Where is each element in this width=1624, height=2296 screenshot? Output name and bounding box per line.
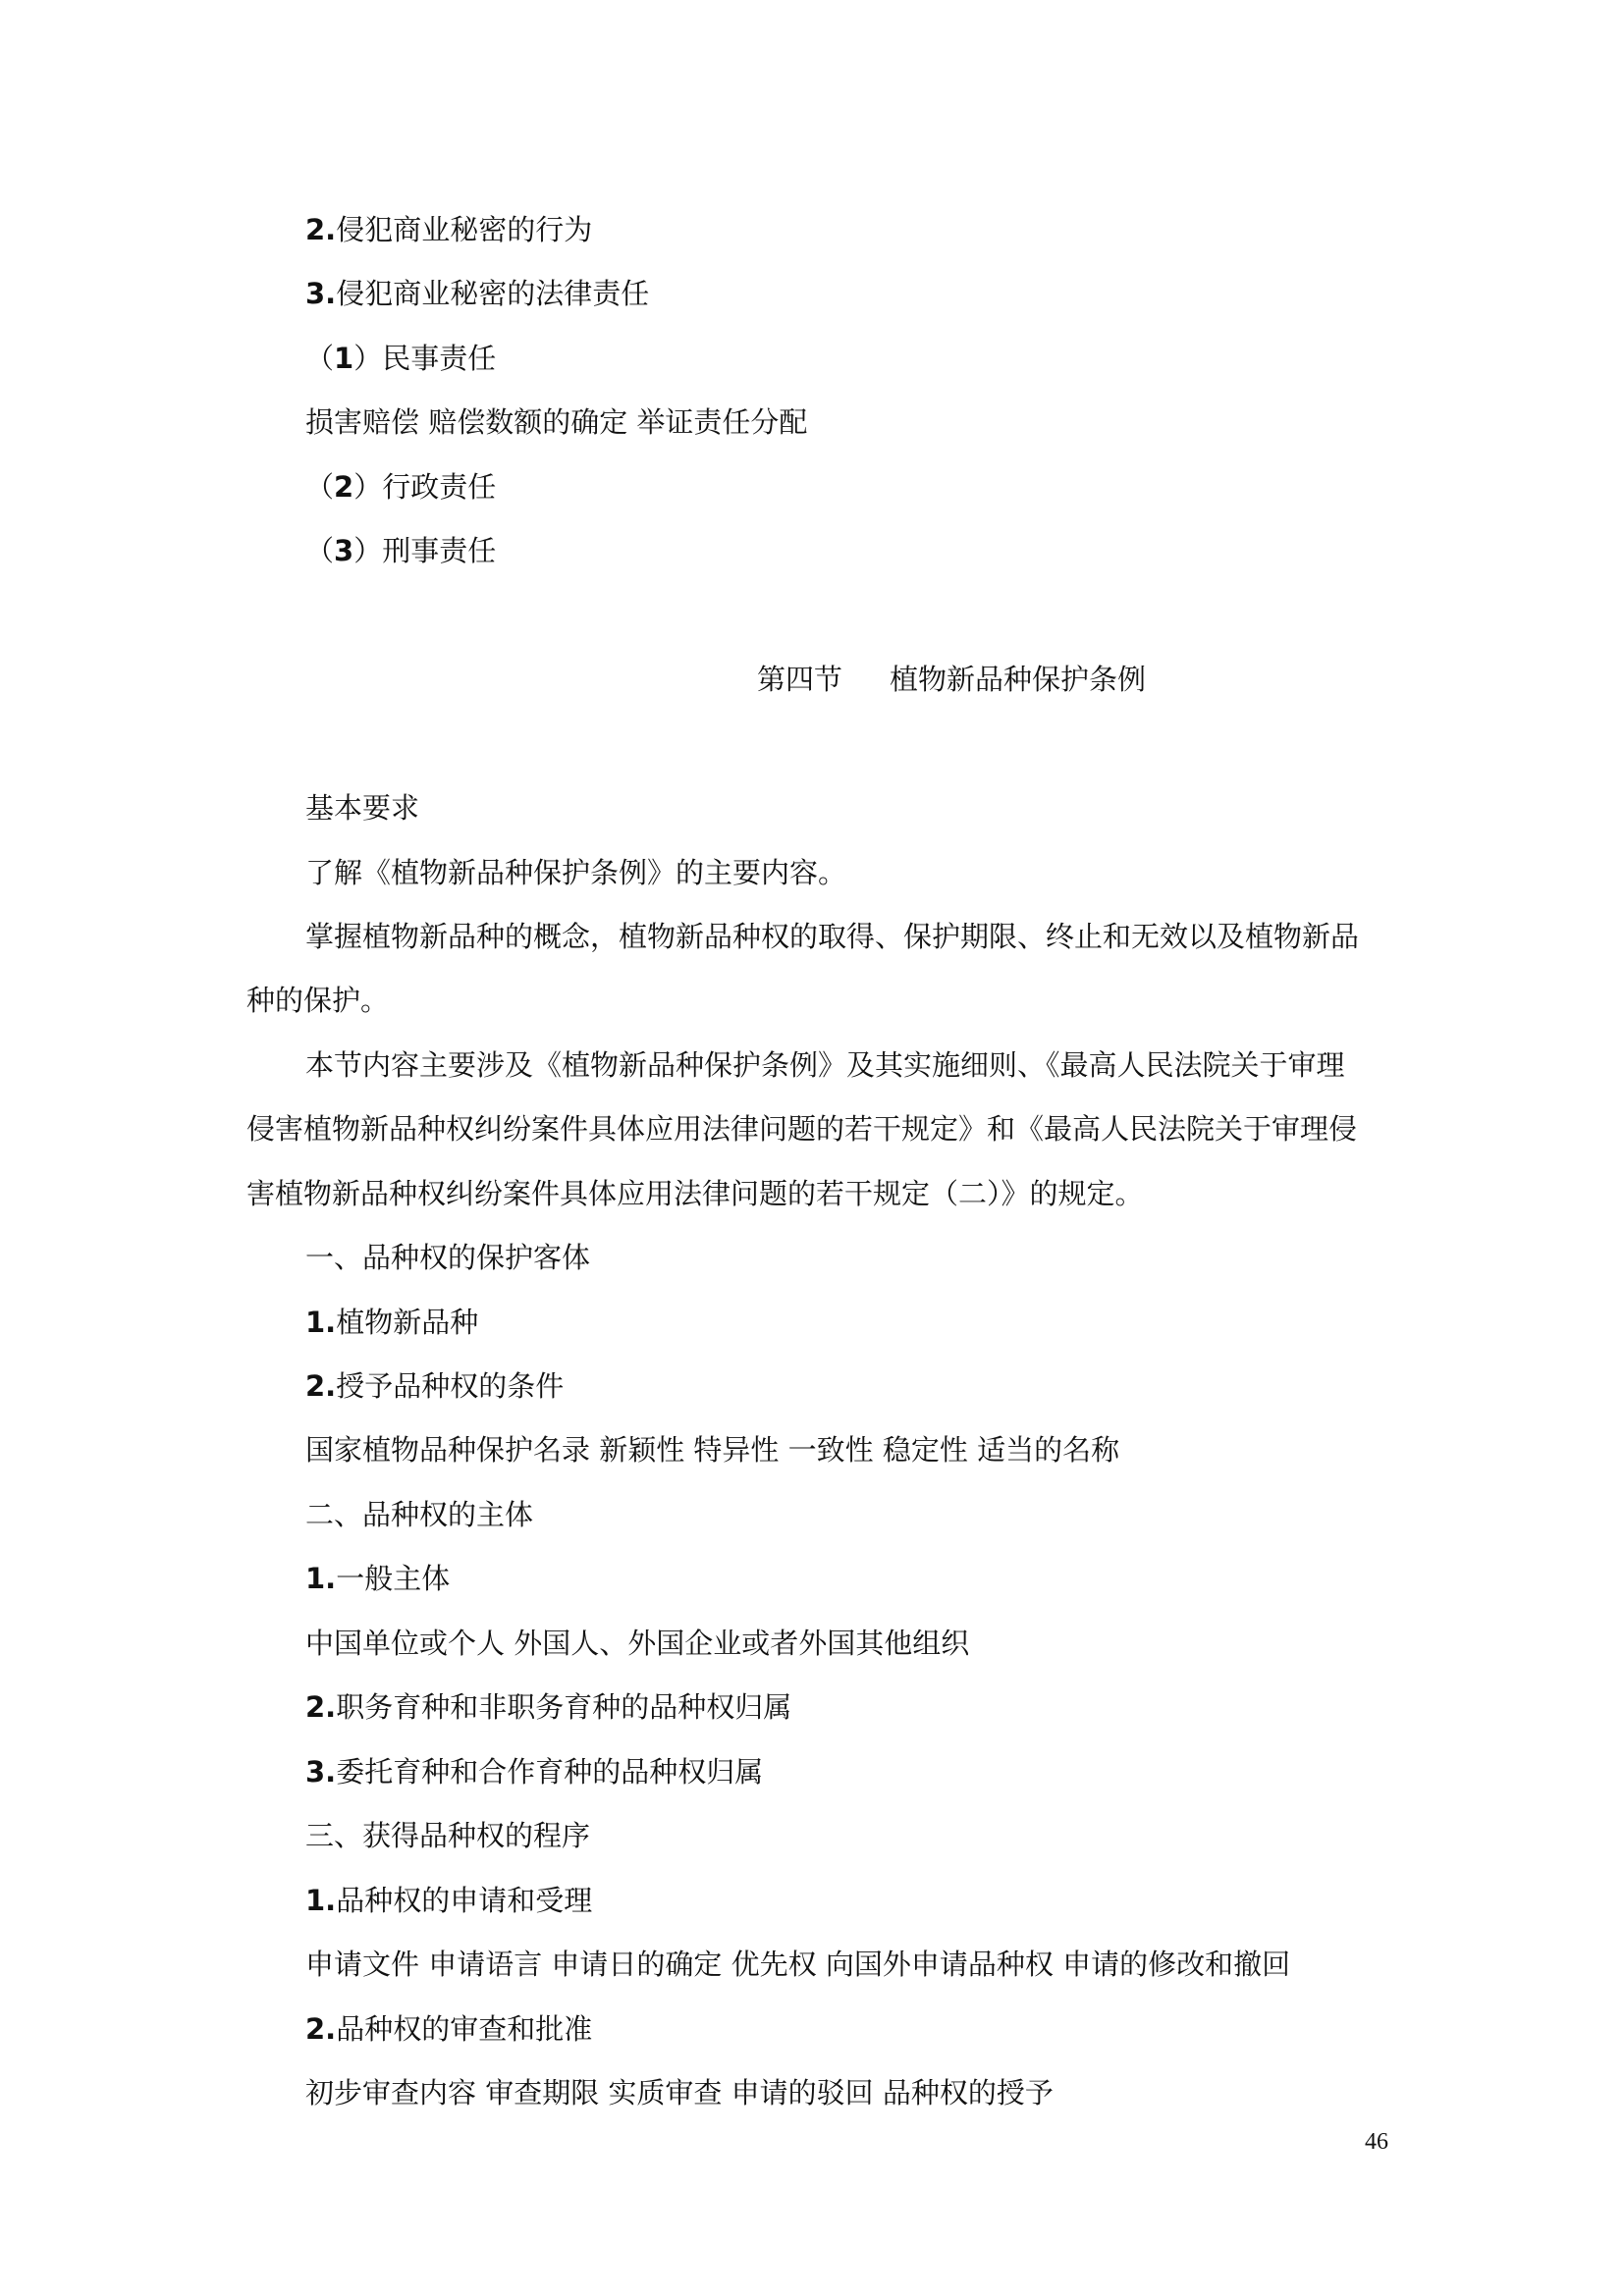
item-number: 2 [334, 470, 354, 504]
item-text: 职务育种和非职务育种的品种权归属 [336, 1690, 792, 1724]
understand-paragraph: 了解《植物新品种保护条例》的主要内容。 [305, 856, 847, 889]
outline-keywords: 国家植物品种保护名录 新颖性 特异性 一致性 稳定性 适当的名称 [305, 1433, 1120, 1467]
scope-paragraph-line: 本节内容主要涉及《植物新品种保护条例》及其实施细则、《最高人民法院关于审理 [305, 1048, 1345, 1082]
outline-keywords: 初步审查内容 审查期限 实质审查 申请的驳回 品种权的授予 [305, 2076, 1054, 2109]
outline-item [305, 1687, 791, 1727]
master-paragraph-line: 种的保护。 [246, 984, 390, 1017]
item-number: 1. [305, 1884, 337, 1917]
outline-keywords: 中国单位或个人 外国人、外国企业或者外国其他组织 [305, 1627, 970, 1660]
item-text: 侵犯商业秘密的法律责任 [336, 277, 650, 310]
item-text: ）行政责任 [353, 470, 497, 504]
section-label: 第四节 [757, 663, 843, 696]
item-number: 3 [334, 534, 354, 567]
item-number: 1. [305, 1562, 337, 1595]
scope-paragraph-line: 侵害植物新品种权纠纷案件具体应用法律问题的若干规定》和《最高人民法院关于审理侵 [246, 1112, 1358, 1146]
item-number: 2. [305, 1690, 337, 1724]
outline-item [305, 1881, 592, 1920]
item-infringement-acts [305, 210, 592, 249]
scope-paragraph-line: 害植物新品种权纠纷案件具体应用法律问题的若干规定（二）》的规定。 [246, 1177, 1144, 1210]
item-number: 3. [305, 277, 337, 310]
item-bracket: （ [305, 342, 335, 375]
basic-requirements-heading: 基本要求 [305, 791, 420, 825]
outline-item [305, 1559, 450, 1598]
item-text: ）刑事责任 [353, 534, 497, 567]
item-text: 一般主体 [336, 1562, 451, 1595]
item-text: 委托育种和合作育种的品种权归属 [336, 1755, 764, 1789]
item-bracket: （ [305, 470, 335, 504]
item-text: 植物新品种 [336, 1306, 479, 1339]
item-bracket: （ [305, 534, 335, 567]
item-number: 1. [305, 1306, 337, 1339]
section-name: 植物新品种保护条例 [890, 663, 1147, 696]
item-text: 授予品种权的条件 [336, 1369, 565, 1403]
outline-heading: 三、获得品种权的程序 [305, 1819, 591, 1852]
item-number: 3. [305, 1755, 337, 1789]
item-text: 损害赔偿 赔偿数额的确定 举证责任分配 [305, 405, 808, 439]
item-legal-liability [305, 274, 649, 313]
item-criminal-liability [305, 531, 496, 570]
outline-item [305, 1303, 478, 1342]
page-number: 46 [1365, 2129, 1388, 2155]
outline-keywords: 申请文件 申请语言 申请日的确定 优先权 向国外申请品种权 申请的修改和撤回 [305, 1948, 1291, 1981]
item-text: 品种权的审查和批准 [336, 2012, 593, 2046]
outline-heading: 二、品种权的主体 [305, 1498, 534, 1531]
outline-item [305, 2009, 592, 2049]
outline-item [305, 1366, 564, 1406]
item-text: 品种权的申请和受理 [336, 1884, 593, 1917]
item-number: 2. [305, 1369, 337, 1403]
outline-heading: 一、品种权的保护客体 [305, 1241, 591, 1274]
section-title [757, 660, 1146, 699]
item-civil-liability [305, 339, 496, 378]
item-text: ）民事责任 [353, 342, 497, 375]
item-number: 2. [305, 213, 337, 246]
item-text: 侵犯商业秘密的行为 [336, 213, 593, 246]
item-number: 1 [334, 342, 354, 375]
item-damages-text [305, 402, 807, 442]
item-number: 2. [305, 2012, 337, 2046]
item-admin-liability [305, 467, 496, 507]
outline-item [305, 1752, 763, 1791]
master-paragraph-line: 掌握植物新品种的概念，植物新品种权的取得、保护期限、终止和无效以及植物新品 [305, 920, 1360, 953]
